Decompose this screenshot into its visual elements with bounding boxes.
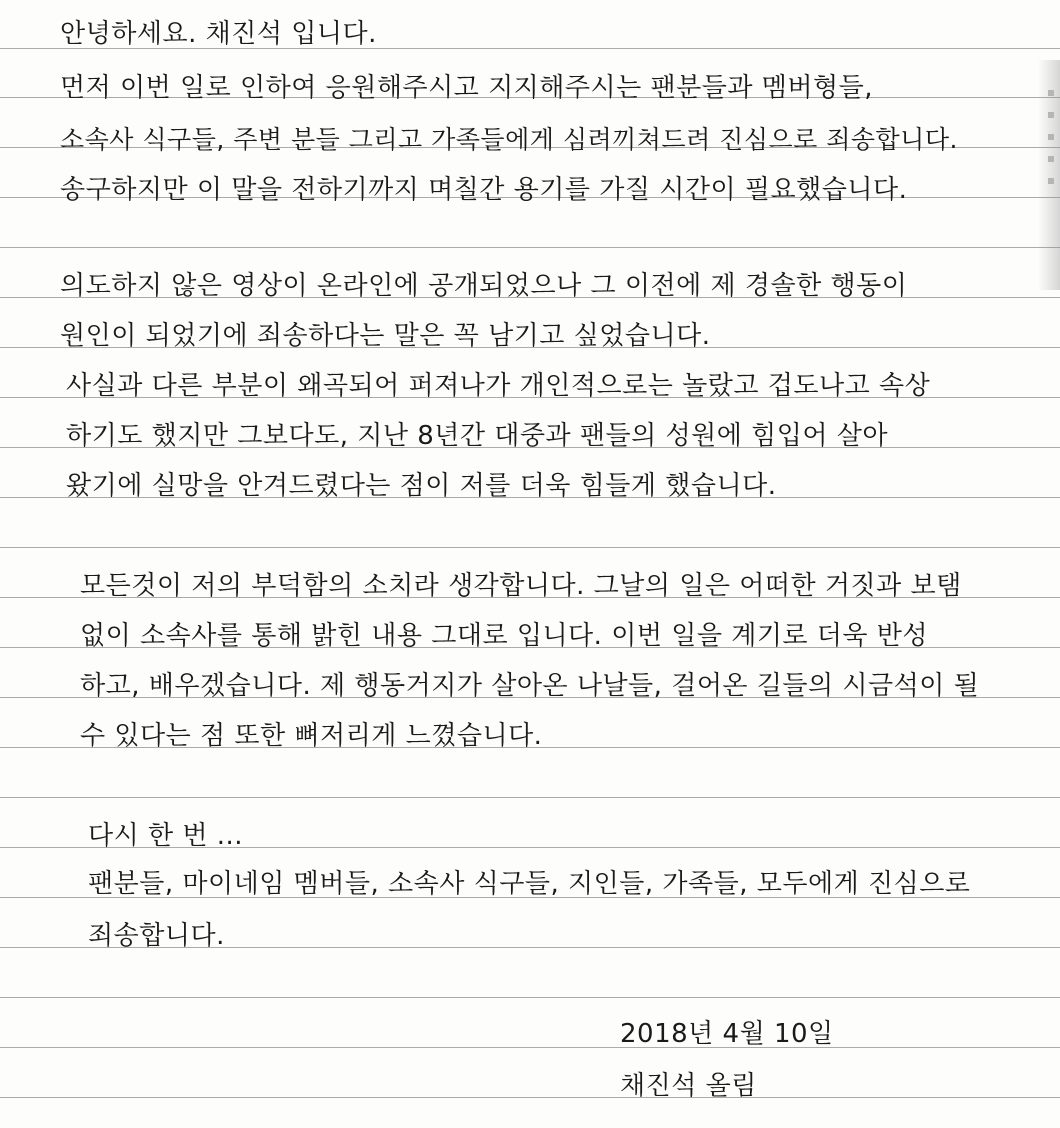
- letter-line: 없이 소속사를 통해 밝힌 내용 그대로 입니다. 이번 일을 계기로 더욱 반성: [80, 621, 929, 651]
- ruled-line: [0, 797, 1060, 798]
- letter-line: 하기도 했지만 그보다도, 지난 8년간 대중과 팬들의 성원에 힘입어 살아: [66, 421, 888, 451]
- signature-date: 2018년 4월 10일: [620, 1019, 834, 1049]
- letter-line: 모든것이 저의 부덕함의 소치라 생각합니다. 그날의 일은 어떠한 거짓과 보탬: [80, 571, 962, 601]
- ruled-line: [0, 997, 1060, 998]
- letter-line: 수 있다는 점 또한 뼈저리게 느꼈습니다.: [80, 721, 543, 751]
- letter-line: 하고, 배우겠습니다. 제 행동거지가 살아온 나날들, 걸어온 길들의 시금석이 될: [80, 671, 980, 701]
- letter-line: 죄송합니다.: [88, 921, 225, 951]
- ruled-line: [0, 547, 1060, 548]
- letter-line: 송구하지만 이 말을 전하기까지 며칠간 용기를 가질 시간이 필요했습니다.: [60, 175, 908, 205]
- letter-line: 왔기에 실망을 안겨드렸다는 점이 저를 더욱 힘들게 했습니다.: [66, 471, 777, 501]
- signature-name: 채진석 올림: [620, 1071, 757, 1101]
- letter-line: 의도하지 않은 영상이 온라인에 공개되었으나 그 이전에 제 경솔한 행동이: [60, 271, 908, 301]
- letter-line: 팬분들, 마이네임 멤버들, 소속사 식구들, 지인들, 가족들, 모두에게 진심으로: [88, 869, 971, 899]
- greeting-line: 안녕하세요. 채진석 입니다.: [60, 19, 377, 49]
- letter-line: 사실과 다른 부분이 왜곡되어 퍼져나가 개인적으로는 놀랐고 겁도나고 속상: [66, 371, 931, 401]
- letter-line: 소속사 식구들, 주변 분들 그리고 가족들에게 심려끼쳐드려 진심으로 죄송합니다.: [60, 125, 958, 154]
- letter-line: 다시 한 번 ...: [88, 821, 244, 851]
- letter-line: 먼저 이번 일로 인하여 응원해주시고 지지해주시는 팬분들과 멤버형들,: [60, 73, 873, 103]
- letter-line: 원인이 되었기에 죄송하다는 말은 꼭 남기고 싶었습니다.: [60, 321, 711, 351]
- ruled-line: [0, 247, 1060, 248]
